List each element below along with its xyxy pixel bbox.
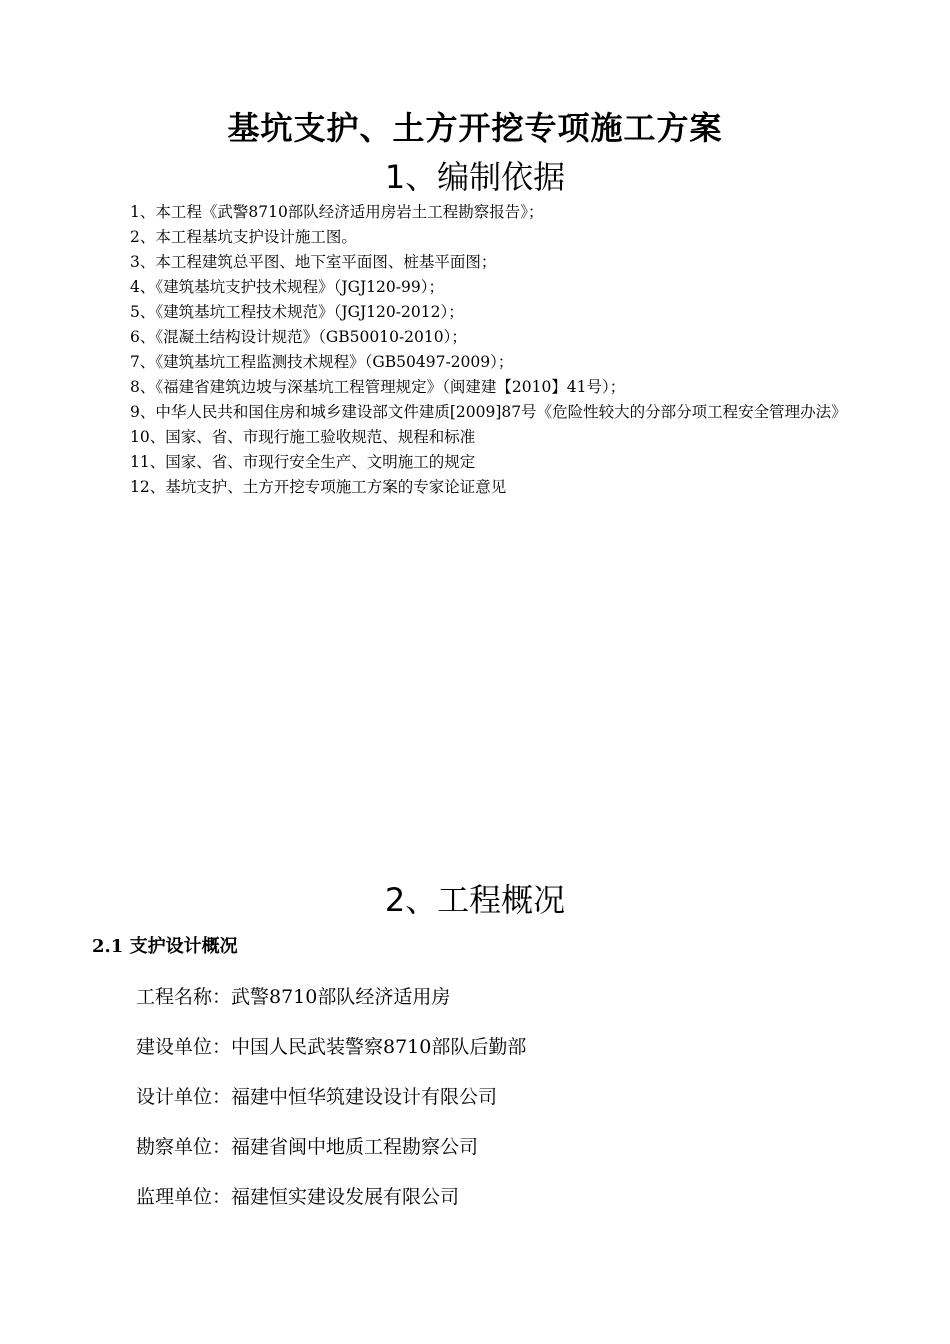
project-info-owner: 建设单位：中国人民武装警察8710部队后勤部 bbox=[136, 1036, 527, 1058]
project-info-designer: 设计单位：福建中恒华筑建设设计有限公司 bbox=[136, 1086, 498, 1108]
basis-item: 11、国家、省、市现行安全生产、文明施工的规定 bbox=[130, 453, 476, 471]
section-heading-compilation-basis: 1、编制依据 bbox=[384, 158, 566, 196]
basis-item: 5、《建筑基坑工程技术规范》（JGJ120-2012）； bbox=[130, 303, 464, 321]
compilation-basis-list bbox=[92, 200, 867, 500]
basis-item: 4、《建筑基坑支护技术规程》（JGJ120-99）； bbox=[130, 278, 444, 296]
project-info-supervisor: 监理单位：福建恒实建设发展有限公司 bbox=[136, 1186, 460, 1208]
project-info-surveyor: 勘察单位：福建省闽中地质工程勘察公司 bbox=[136, 1136, 479, 1158]
basis-item: 1、本工程《武警8710部队经济适用房岩土工程勘察报告》； bbox=[130, 203, 544, 221]
basis-item: 2、本工程基坑支护设计施工图。 bbox=[130, 228, 357, 246]
basis-item: 6、《混凝土结构设计规范》（GB50010-2010）； bbox=[130, 328, 467, 346]
basis-item: 7、《建筑基坑工程监测技术规程》（GB50497-2009）； bbox=[130, 353, 514, 371]
basis-item: 9、中华人民共和国住房和城乡建设部文件建质[2009]87号《危险性较大的分部分项工程安全管理办法》 bbox=[130, 403, 847, 421]
basis-item: 10、国家、省、市现行施工验收规范、规程和标准 bbox=[130, 428, 476, 446]
project-info-name: 工程名称：武警8710部队经济适用房 bbox=[136, 986, 451, 1008]
subheading-support-design-overview: 2.1 支护设计概况 bbox=[92, 936, 238, 957]
document-title: 基坑支护、土方开挖专项施工方案 bbox=[227, 109, 723, 147]
basis-item: 12、基坑支护、土方开挖专项施工方案的专家论证意见 bbox=[130, 478, 507, 496]
basis-item: 8、《福建省建筑边坡与深基坑工程管理规定》（闽建建【2010】41号）； bbox=[130, 378, 626, 396]
project-info-list bbox=[136, 983, 526, 1233]
basis-item: 3、本工程建筑总平图、地下室平面图、桩基平面图； bbox=[130, 253, 497, 271]
section-heading-project-overview: 2、工程概况 bbox=[384, 881, 566, 919]
